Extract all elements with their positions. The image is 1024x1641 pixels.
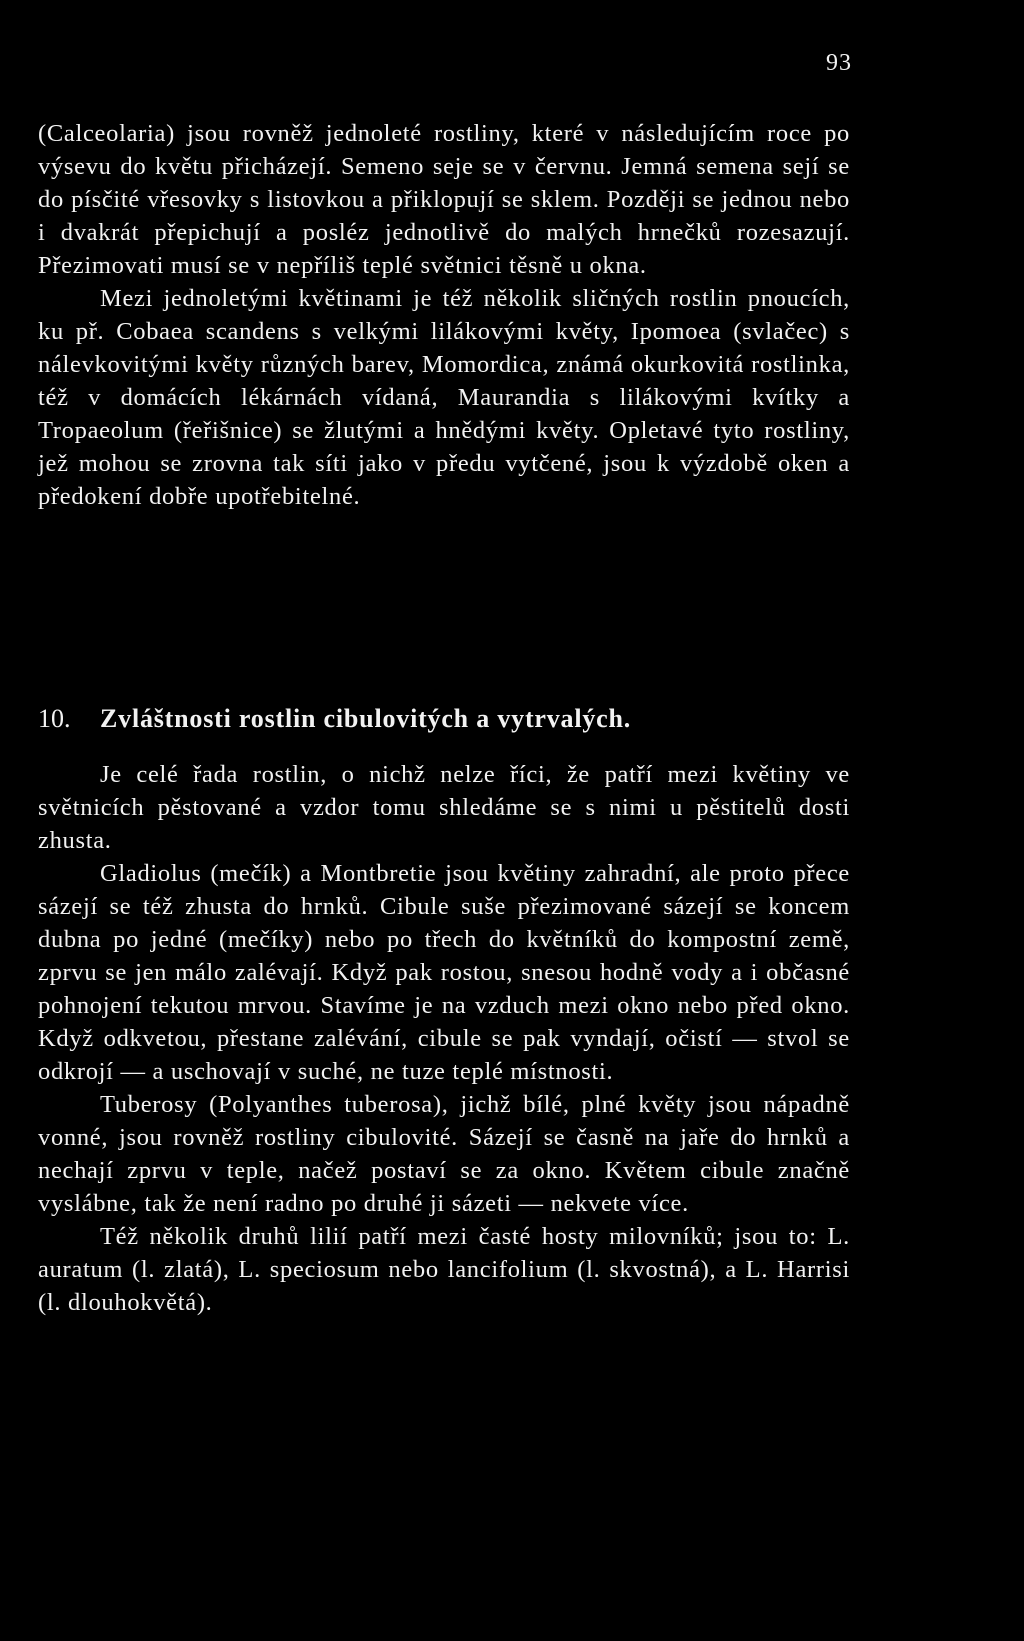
intro-text-block <box>38 117 850 513</box>
section-heading <box>38 702 850 736</box>
section-title: Zvláštnosti rostlin cibulovitých a vytrvalých. <box>100 704 632 733</box>
paragraph-bulbous-intro: Je celé řada rostlin, o nichž nelze říci, že patří mezi květiny ve světnicích pěstované a vzdor tomu shledáme se s nimi u pěstitelů dosti zhusta. <box>38 761 850 854</box>
paragraph-lilies: Též několik druhů lilií patří mezi časté hosty milovníků; jsou to: L. auratum (l. zlatá), L. speciosum nebo lancifolium (l. skvostná), a L. Harrisi (l. dlouhokvětá). <box>38 1223 850 1316</box>
section-number: 10. <box>38 704 71 733</box>
section-text-block <box>38 758 850 1319</box>
paragraph-gladiolus: Gladiolus (mečík) a Montbretie jsou květiny zahradní, ale proto přece sázejí se též zhusta do hrnků. Cibule suše přezimované sázejí se koncem dubna po jedné (mečíky) nebo po třech do květníků do kompostní země, zprvu se jen málo zalévají. Když pak rostou, snesou hodně vody a i občasné pohnojení tekutou mrvou. Stavíme je na vzduch mezi okno nebo před okno. Když odkvetou, přestane zalévání, cibule se pak vyndají, očistí — stvol se odkrojí — a uschovají v suché, ne tuze teplé místnosti. <box>38 860 850 1085</box>
page-number: 93 <box>826 50 852 76</box>
paragraph-climbing-plants: Mezi jednoletými květinami je též několik sličných rostlin pnoucích, ku př. Cobaea scandens s velkými lilákovými květy, Ipomoea (svlačec) s nálevkovitými květy různých barev, Momordica, známá okurkovitá rostlinka, též v domácích lékárnách vídaná, Maurandia s lilákovými kvítky a Tropaeolum (řeřišnice) se žlutými a hnědými květy. Opletavé tyto rostliny, jež mohou se zrovna tak síti jako v předu vytčené, jsou k výzdobě oken a předokení dobře upotřebitelné. <box>38 285 850 510</box>
paragraph-calceolaria: (Calceolaria) jsou rovněž jednoleté rostliny, které v následujícím roce po výsevu do květu přicházejí. Semeno seje se v červnu. Jemná semena sejí se do písčité vřesovky s listovkou a přiklopují se sklem. Později se jednou nebo i dvakrát přepichují a posléz jednotlivě do malých hrnečků rozesazují. Přezimovati musí se v nepříliš teplé světnici těsně u okna. <box>38 120 850 279</box>
paragraph-tuberosa: Tuberosy (Polyanthes tuberosa), jichž bílé, plné květy jsou nápadně vonné, jsou rovněž rostliny cibulovité. Sázejí se časně na jaře do hrnků a nechají zprvu v teple, načež postaví se za okno. Květem cibule značně vyslábne, tak že není radno po druhé ji sázeti — nekvete více. <box>38 1091 850 1217</box>
